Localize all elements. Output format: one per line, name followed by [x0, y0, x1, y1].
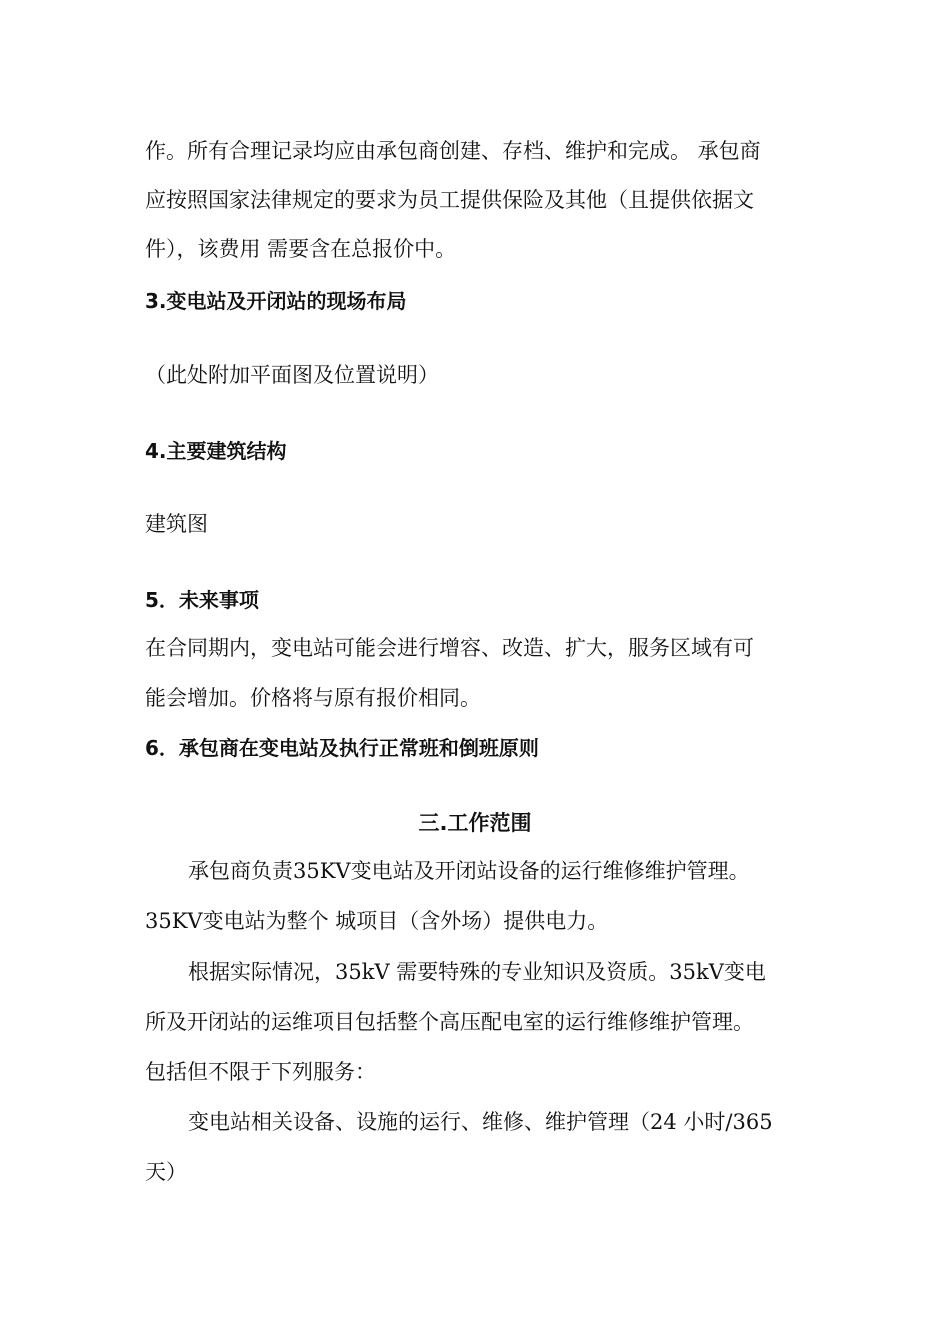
scope-p3-line-1: 变电站相关设备、设施的运行、维修、维护管理（24 小时/365 [188, 1110, 773, 1134]
scope-p2-line-1: 根据实际情况，35kV 需要特殊的专业知识及资质。35kV变电 [188, 960, 766, 984]
section-6-heading: 6．承包商在变电站及执行正常班和倒班原则 [145, 736, 539, 760]
section-5-line-1: 在合同期内，变电站可能会进行增容、改造、扩大，服务区域有可 [145, 636, 754, 660]
scope-p3-line-2: 天） [145, 1160, 187, 1184]
section-5-heading: 5．未来事项 [145, 588, 259, 612]
scope-title: 三.工作范围 [418, 811, 532, 835]
section-5-line-2: 能会增加。价格将与原有报价相同。 [145, 686, 481, 710]
scope-p2-line-2: 所及开闭站的运维项目包括整个高压配电室的运行维修维护管理。 [145, 1010, 754, 1034]
intro-line-1: 作。所有合理记录均应由承包商创建、存档、维护和完成。 承包商 [145, 139, 761, 163]
section-3-heading: 3.变电站及开闭站的现场布局 [145, 289, 407, 313]
scope-p1-line-2: 35KV变电站为整个 城项目（含外场）提供电力。 [145, 909, 609, 933]
scope-p1-line-1: 承包商负责35KV变电站及开闭站设备的运行维修维护管理。 [188, 859, 750, 883]
intro-line-2: 应按照国家法律规定的要求为员工提供保险及其他（且提供依据文 [145, 188, 754, 212]
section-3-note: （此处附加平面图及位置说明） [145, 363, 439, 387]
section-4-body: 建筑图 [145, 512, 208, 536]
section-4-heading: 4.主要建筑结构 [145, 439, 287, 463]
intro-line-3: 件），该费用 需要含在总报价中。 [145, 237, 457, 261]
scope-p2-line-3: 包括但不限于下列服务： [145, 1060, 376, 1084]
